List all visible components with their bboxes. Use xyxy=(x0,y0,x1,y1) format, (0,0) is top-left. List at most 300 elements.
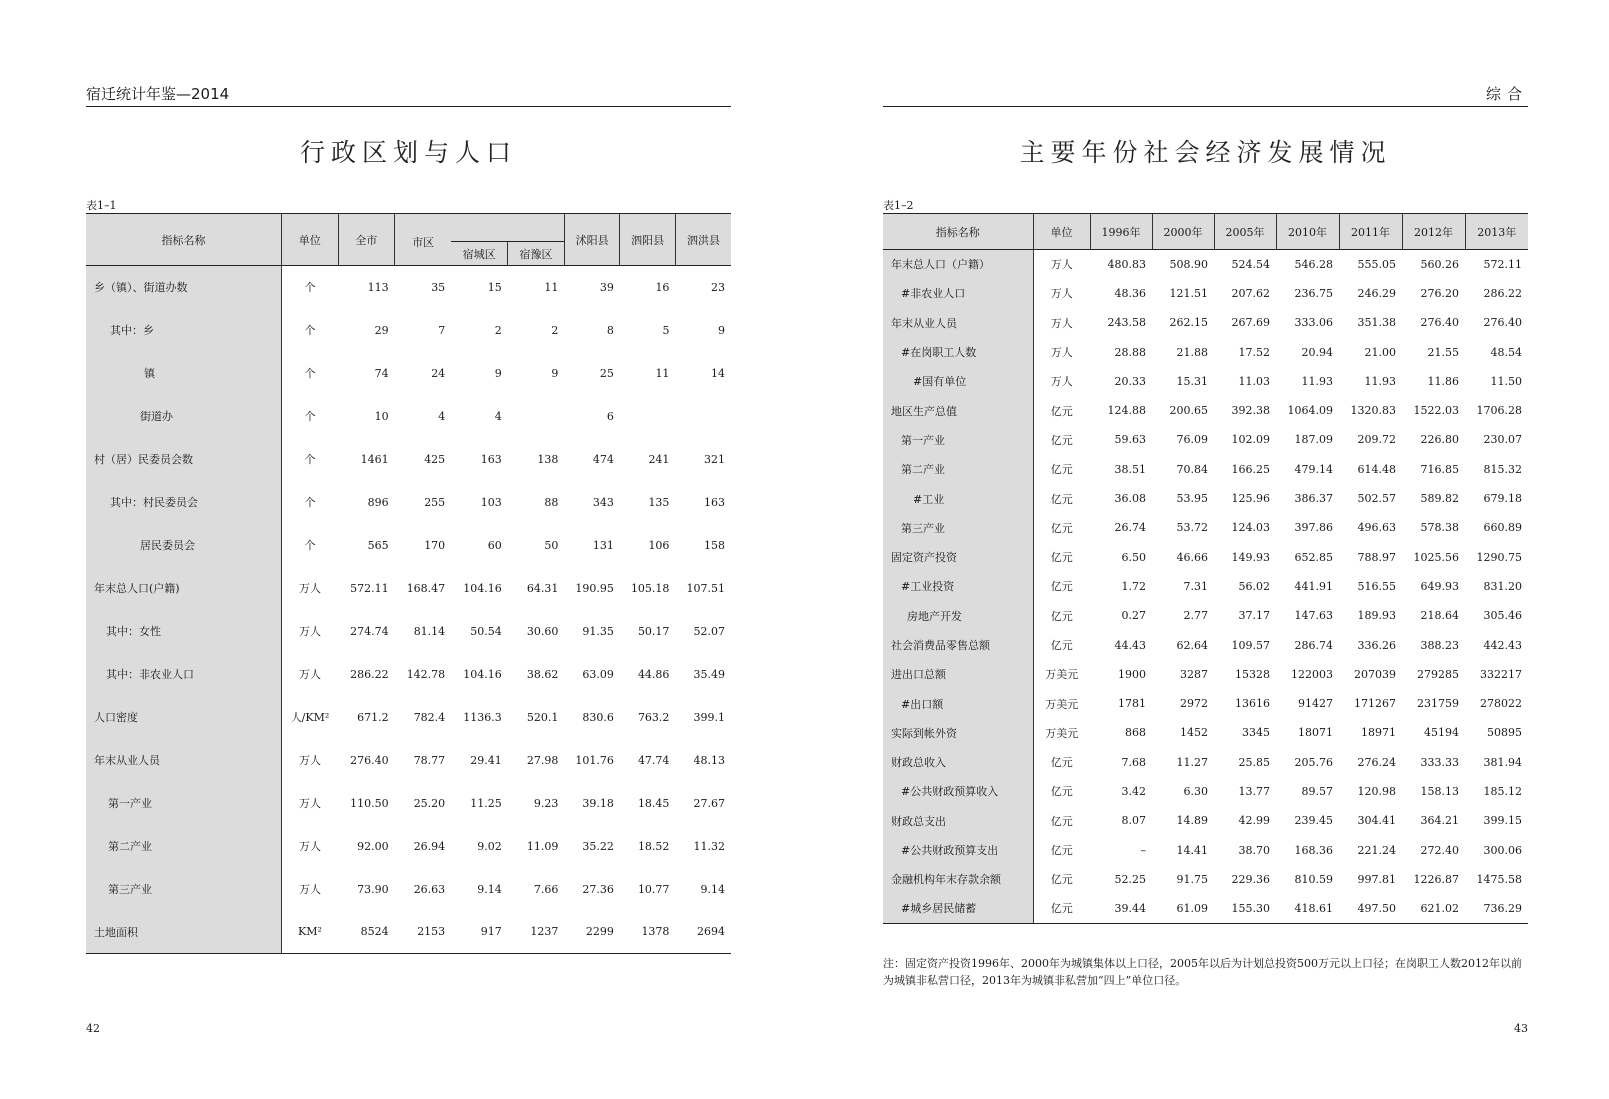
table-cell: 9 xyxy=(494,366,502,380)
table-cell: 53.72 xyxy=(1176,521,1208,535)
col-header-siyang: 泗阳县 xyxy=(620,214,676,266)
table-cell: 274.74 xyxy=(350,624,389,638)
table-cell: 124.03 xyxy=(1231,521,1270,535)
table-cell: 286.22 xyxy=(350,667,389,681)
table-row xyxy=(86,309,731,352)
table-cell: 200.65 xyxy=(1169,404,1208,418)
row-label: 镇 xyxy=(86,352,281,395)
table-cell: 11.93 xyxy=(1364,374,1396,388)
col-header: 指标名称 xyxy=(883,214,1033,250)
table-cell: 104.16 xyxy=(463,581,502,595)
table-cell: 26.94 xyxy=(413,839,446,853)
table-cell: 236.75 xyxy=(1294,286,1333,300)
table-cell: 9 xyxy=(718,323,725,337)
table-cell: 39 xyxy=(599,280,614,294)
table-cell: 716.85 xyxy=(1420,462,1459,476)
table-cell: 14.89 xyxy=(1176,814,1208,828)
table-row xyxy=(883,660,1528,689)
table-cell: 16 xyxy=(655,280,670,294)
table-cell: 11.25 xyxy=(470,796,502,810)
table-cell: 276.20 xyxy=(1420,286,1459,300)
table-cell: 62.64 xyxy=(1176,638,1208,652)
table-cell: 56.02 xyxy=(1238,579,1270,593)
table-cell: 25.20 xyxy=(413,796,446,810)
row-unit: 个 xyxy=(304,281,316,295)
table-cell: 6.50 xyxy=(1121,550,1146,564)
row-unit: 万美元 xyxy=(1045,697,1079,711)
table-cell: 60 xyxy=(487,538,502,552)
table-row xyxy=(883,572,1528,601)
section-title: 综合 xyxy=(1485,85,1528,103)
row-unit: 亿元 xyxy=(1050,609,1073,623)
table-cell: 788.97 xyxy=(1357,550,1396,564)
table-cell: 63.09 xyxy=(582,667,614,681)
page-title-left: 行政区划与人口 xyxy=(299,138,517,167)
table-cell: 4 xyxy=(438,409,446,423)
row-label: 财政总收入 xyxy=(883,748,1033,777)
col-header: 2010年 xyxy=(1276,214,1339,250)
table-row xyxy=(883,250,1528,279)
table-cell: 171267 xyxy=(1354,697,1396,711)
table-cell: 27.36 xyxy=(582,882,614,896)
table-cell: 39.44 xyxy=(1090,894,1152,923)
row-unit: 个 xyxy=(304,539,316,552)
row-label: #出口额 xyxy=(883,689,1033,718)
table-cell: 8524 xyxy=(338,911,395,954)
table-cell: 502.57 xyxy=(1357,492,1396,506)
row-unit: 个 xyxy=(304,496,316,509)
footnote: 注：固定资产投资1996年、2000年为城镇集体以上口径，2005年以后为计划总投资500万元以上口径；在岗职工人数2012年以前为城镇非私营口径，2013年为城镇非私营加“四上”单位口径。 xyxy=(883,957,1522,987)
row-unit: 万美元 xyxy=(1045,668,1079,682)
table-cell: 50.17 xyxy=(637,624,670,638)
table-cell: 6.30 xyxy=(1183,784,1208,798)
row-label: 社会消费品零售总额 xyxy=(883,630,1033,659)
table-cell: 9.14 xyxy=(700,882,725,896)
table-cell: – xyxy=(1140,843,1146,857)
table-cell: 10 xyxy=(374,409,389,423)
table-cell: 110.50 xyxy=(350,796,389,810)
row-label: 年末从业人员 xyxy=(883,308,1033,337)
table-cell: 497.50 xyxy=(1339,894,1402,923)
table-cell: 3.42 xyxy=(1121,784,1146,798)
table-cell: 474 xyxy=(592,452,614,466)
row-unit: 人/KM² xyxy=(290,711,330,724)
table-row xyxy=(86,352,731,395)
col-header-name: 指标名称 xyxy=(86,214,281,266)
row-label: 第二产业 xyxy=(883,455,1033,484)
table-cell: 304.41 xyxy=(1357,814,1396,828)
table-cell: 17.52 xyxy=(1238,345,1270,359)
table-cell: 276.40 xyxy=(1483,316,1522,330)
table-cell: 578.38 xyxy=(1420,521,1459,535)
col-header: 2000年 xyxy=(1152,214,1214,250)
table-cell: 671.2 xyxy=(357,710,389,724)
table-cell: 74 xyxy=(374,366,389,380)
table-row xyxy=(86,825,731,868)
table-cell: 163 xyxy=(480,452,502,466)
table-cell: 92.00 xyxy=(357,839,389,853)
table-cell: 24 xyxy=(431,366,446,380)
table-cell: 25.85 xyxy=(1238,755,1270,769)
table-cell: 226.80 xyxy=(1420,433,1459,447)
table-cell: 11.93 xyxy=(1301,374,1333,388)
table-cell: 246.29 xyxy=(1357,286,1396,300)
table-cell: 64.31 xyxy=(526,581,559,595)
table-cell: 106 xyxy=(648,538,670,552)
table-cell: 36.08 xyxy=(1114,492,1146,506)
row-unit: 亿元 xyxy=(1050,873,1073,887)
table-cell: 679.18 xyxy=(1483,492,1522,506)
table-cell: 18071 xyxy=(1298,726,1333,740)
col-header-urban-spacer xyxy=(451,214,564,242)
table-row xyxy=(883,425,1528,454)
table-cell: 267.69 xyxy=(1231,316,1270,330)
running-head-right xyxy=(883,84,1528,107)
row-label: 其中：村民委员会 xyxy=(86,481,281,524)
table-cell: 300.06 xyxy=(1483,843,1522,857)
table-cell: 76.09 xyxy=(1176,433,1208,447)
table-cell: 276.40 xyxy=(1420,316,1459,330)
table-cell: 1452 xyxy=(1180,726,1208,740)
col-header-suyu: 宿豫区 xyxy=(508,242,565,266)
table-cell: 230.07 xyxy=(1483,433,1522,447)
table-cell xyxy=(620,395,676,438)
table-cell: 520.1 xyxy=(526,710,559,724)
table-cell: 88 xyxy=(544,495,559,509)
table-cell: 13.77 xyxy=(1238,784,1270,798)
table-cell: 52.25 xyxy=(1114,872,1146,886)
table-cell: 3345 xyxy=(1242,726,1270,740)
table-cell: 1461 xyxy=(360,452,389,466)
row-label: 其中：女性 xyxy=(86,610,281,653)
row-unit: 万人 xyxy=(1050,375,1073,389)
table-cell: 388.23 xyxy=(1420,638,1459,652)
table-cell: 35.22 xyxy=(582,839,614,853)
row-unit: 个 xyxy=(304,324,316,337)
table-cell: 101.76 xyxy=(575,753,614,767)
table-cell: 190.95 xyxy=(575,581,614,595)
table-cell: 231759 xyxy=(1417,697,1459,711)
row-label: 年末从业人员 xyxy=(86,739,281,782)
table-cell: 11 xyxy=(655,366,670,380)
table-cell: 13616 xyxy=(1235,697,1270,711)
table-cell: 589.82 xyxy=(1420,492,1459,506)
table-cell: 25 xyxy=(599,366,614,380)
row-unit: 亿元 xyxy=(1050,521,1073,535)
table-cell: 155.30 xyxy=(1214,894,1276,923)
table-cell: 4 xyxy=(494,409,502,423)
yearbook-title: 宿迁统计年鉴—2014 xyxy=(86,85,230,103)
row-unit: 亿元 xyxy=(1050,463,1073,477)
table-cell: 0.27 xyxy=(1121,609,1146,623)
table-cell: 7.31 xyxy=(1183,579,1208,593)
table-cell: 10.77 xyxy=(637,882,670,896)
col-header-sihong: 泗洪县 xyxy=(675,214,731,266)
table-cell: 381.94 xyxy=(1483,755,1522,769)
table-row xyxy=(883,865,1528,894)
table-cell: 868 xyxy=(1125,726,1146,740)
row-label: 实际到帐外资 xyxy=(883,718,1033,747)
table-cell: 9.02 xyxy=(477,839,502,853)
table-cell: 50895 xyxy=(1487,726,1522,740)
table-row xyxy=(883,542,1528,571)
table-cell: 11.32 xyxy=(693,839,725,853)
table-cell: 2153 xyxy=(395,911,452,954)
table-row xyxy=(86,653,731,696)
row-unit: 亿元 xyxy=(1050,433,1073,447)
table-cell: 35 xyxy=(431,280,446,294)
table-cell: 896 xyxy=(367,495,389,509)
table-cell: 89.57 xyxy=(1301,784,1333,798)
table-cell: 418.61 xyxy=(1276,894,1339,923)
table-cell: 135 xyxy=(648,495,670,509)
table-cell: 29 xyxy=(374,323,389,337)
table-cell: 59.63 xyxy=(1114,433,1146,447)
table-cell: 7 xyxy=(438,323,446,337)
row-label: 第一产业 xyxy=(86,782,281,825)
table-cell: 53.95 xyxy=(1176,492,1208,506)
table-cell: 6 xyxy=(606,409,614,423)
table-row xyxy=(86,696,731,739)
row-unit: 亿元 xyxy=(1050,814,1073,828)
table-cell: 104.16 xyxy=(463,667,502,681)
table-row xyxy=(86,524,731,567)
table-cell: 397.86 xyxy=(1294,521,1333,535)
row-unit: 万人 xyxy=(298,797,321,810)
table-cell: 255 xyxy=(424,495,446,509)
table-cell: 91427 xyxy=(1298,697,1333,711)
table-cell: 21.00 xyxy=(1364,345,1396,359)
table-cell: 44.86 xyxy=(637,667,670,681)
table-cell: 1290.75 xyxy=(1476,550,1522,564)
table-cell: 70.84 xyxy=(1176,462,1208,476)
table-cell: 11.86 xyxy=(1427,374,1459,388)
table-cell: 205.76 xyxy=(1294,755,1333,769)
table-row xyxy=(883,279,1528,308)
row-label: #公共财政预算支出 xyxy=(883,835,1033,864)
row-unit: 万人 xyxy=(298,754,321,767)
row-unit: 亿元 xyxy=(1050,551,1073,565)
table-cell: 782.4 xyxy=(413,710,446,724)
table-row xyxy=(883,513,1528,542)
table-cell: 163 xyxy=(704,495,725,509)
table-cell: 44.43 xyxy=(1114,638,1146,652)
table-cell: 2972 xyxy=(1180,697,1208,711)
table-cell: 166.25 xyxy=(1231,462,1270,476)
row-unit: 个 xyxy=(304,453,316,466)
table-cell: 45194 xyxy=(1424,726,1459,740)
table-cell: 42.99 xyxy=(1238,814,1270,828)
row-label: 土地面积 xyxy=(86,911,281,954)
row-label: 街道办 xyxy=(86,395,281,438)
table-cell: 121.51 xyxy=(1169,286,1208,300)
table-cell: 105.18 xyxy=(630,581,670,595)
table-cell: 572.11 xyxy=(1483,257,1522,271)
table-row xyxy=(883,455,1528,484)
table-cell: 276.40 xyxy=(350,753,389,767)
row-label: 第一产业 xyxy=(883,425,1033,454)
table-cell: 37.17 xyxy=(1238,609,1270,623)
row-unit: 万美元 xyxy=(1045,726,1079,740)
table-cell: 109.57 xyxy=(1231,638,1270,652)
admin-division-table xyxy=(86,213,731,954)
table-cell: 1.72 xyxy=(1121,579,1146,593)
row-unit: 亿元 xyxy=(1050,844,1073,858)
table-row xyxy=(883,777,1528,806)
row-label: 固定资产投资 xyxy=(883,542,1033,571)
row-unit: 万人 xyxy=(298,840,321,853)
row-unit: 亿元 xyxy=(1050,756,1073,770)
table-row xyxy=(883,601,1528,630)
table-cell: 1226.87 xyxy=(1413,872,1459,886)
table-cell: 2 xyxy=(551,323,559,337)
col-header-sucheng: 宿城区 xyxy=(451,242,508,266)
table-cell: 1064.09 xyxy=(1287,404,1333,418)
table-cell: 830.6 xyxy=(582,710,614,724)
table-cell: 279285 xyxy=(1417,667,1459,681)
row-label: 进出口总额 xyxy=(883,660,1033,689)
row-label: 村（居）民委员会数 xyxy=(86,438,281,481)
table-cell: 26.63 xyxy=(413,882,446,896)
table-cell: 102.09 xyxy=(1231,433,1270,447)
table-cell: 18971 xyxy=(1361,726,1396,740)
table-cell: 23 xyxy=(711,280,725,294)
col-header-urban: 市区 xyxy=(395,214,452,266)
table-cell: 524.54 xyxy=(1231,257,1270,271)
row-label: 乡（镇）、街道办数 xyxy=(86,266,281,309)
row-label: 房地产开发 xyxy=(883,601,1033,630)
table-cell: 124.88 xyxy=(1107,404,1146,418)
table-cell: 50.54 xyxy=(470,624,502,638)
table-cell: 343 xyxy=(592,495,614,509)
table-cell: 209.72 xyxy=(1357,433,1396,447)
table-row xyxy=(86,395,731,438)
row-label: 其中：乡 xyxy=(86,309,281,352)
table-cell: 5 xyxy=(662,323,670,337)
table-cell: 187.09 xyxy=(1294,433,1333,447)
table-cell: 46.66 xyxy=(1176,550,1208,564)
table-cell: 35.49 xyxy=(693,667,725,681)
table-cell: 399.15 xyxy=(1483,814,1522,828)
table-cell: 47.74 xyxy=(637,753,670,767)
table-number-right: 表1–2 xyxy=(883,199,914,212)
table-cell: 30.60 xyxy=(526,624,559,638)
col-header: 单位 xyxy=(1033,214,1090,250)
table-cell: 48.54 xyxy=(1490,345,1522,359)
table-cell: 20.33 xyxy=(1114,374,1146,388)
table-cell: 272.40 xyxy=(1420,843,1459,857)
table-cell: 48.36 xyxy=(1114,286,1146,300)
table-cell xyxy=(675,395,731,438)
row-label: 第二产业 xyxy=(86,825,281,868)
table-cell: 9 xyxy=(551,366,559,380)
table-cell: 107.51 xyxy=(686,581,725,595)
table-cell: 138 xyxy=(537,452,559,466)
row-label: 人口密度 xyxy=(86,696,281,739)
table-row xyxy=(883,689,1528,718)
table-cell: 479.14 xyxy=(1294,462,1333,476)
table-cell: 28.88 xyxy=(1114,345,1146,359)
table-cell: 1900 xyxy=(1118,667,1146,681)
table-cell: 122003 xyxy=(1291,667,1333,681)
table-cell: 736.29 xyxy=(1465,894,1528,923)
table-cell: 1378 xyxy=(620,911,676,954)
table-cell xyxy=(508,395,565,438)
table-cell: 91.35 xyxy=(582,624,614,638)
row-label: 地区生产总值 xyxy=(883,396,1033,425)
table-cell: 73.90 xyxy=(357,882,389,896)
table-cell: 516.55 xyxy=(1357,579,1396,593)
table-cell: 21.88 xyxy=(1176,345,1208,359)
row-unit: 亿元 xyxy=(1050,492,1073,506)
table-row xyxy=(883,337,1528,366)
table-cell: 15.31 xyxy=(1176,374,1208,388)
table-cell: 262.15 xyxy=(1169,316,1208,330)
row-label: 金融机构年末存款余额 xyxy=(883,865,1033,894)
table-cell: 496.63 xyxy=(1357,521,1396,535)
table-cell: 241 xyxy=(648,452,670,466)
table-cell: 560.26 xyxy=(1420,257,1459,271)
row-unit: 万人 xyxy=(298,668,321,681)
table-cell: 546.28 xyxy=(1294,257,1333,271)
table-cell: 158 xyxy=(704,538,725,552)
table-cell: 425 xyxy=(424,452,446,466)
row-unit: 亿元 xyxy=(1050,785,1073,799)
row-label: #非农业人口 xyxy=(883,279,1033,308)
row-unit: 万人 xyxy=(1050,346,1073,360)
row-unit: 亿元 xyxy=(1050,639,1073,652)
table-cell: 149.93 xyxy=(1231,550,1270,564)
table-cell: 243.58 xyxy=(1107,316,1146,330)
table-cell: 2299 xyxy=(564,911,620,954)
table-cell: 14 xyxy=(711,366,725,380)
table-cell: 614.48 xyxy=(1357,462,1396,476)
table-cell: 1320.83 xyxy=(1350,404,1396,418)
row-unit: 个 xyxy=(304,367,316,380)
table-cell: 392.38 xyxy=(1231,404,1270,418)
table-cell: 3287 xyxy=(1180,667,1208,681)
table-cell: 207039 xyxy=(1354,667,1396,681)
table-cell: 218.64 xyxy=(1420,609,1459,623)
table-cell: 168.47 xyxy=(406,581,446,595)
table-cell: 185.12 xyxy=(1483,784,1522,798)
table-cell: 1781 xyxy=(1118,697,1146,711)
table-cell: 239.45 xyxy=(1294,814,1333,828)
table-cell: 336.26 xyxy=(1357,638,1396,652)
table-row xyxy=(883,484,1528,513)
table-cell: 120.98 xyxy=(1357,784,1396,798)
table-row xyxy=(883,835,1528,864)
table-cell: 15 xyxy=(487,280,502,294)
table-cell: 621.02 xyxy=(1402,894,1465,923)
table-cell: 286.22 xyxy=(1483,286,1522,300)
row-label: 年末总人口(户籍) xyxy=(86,567,281,610)
row-label: #工业 xyxy=(883,484,1033,513)
table-cell: 39.18 xyxy=(582,796,614,810)
row-label: 第三产业 xyxy=(86,868,281,911)
table-cell: 229.36 xyxy=(1231,872,1270,886)
table-cell: 91.75 xyxy=(1176,872,1208,886)
table-row xyxy=(883,894,1528,923)
table-cell: 207.62 xyxy=(1231,286,1270,300)
table-cell: 508.90 xyxy=(1169,257,1208,271)
table-cell: 364.21 xyxy=(1420,814,1459,828)
table-cell: 158.13 xyxy=(1420,784,1459,798)
table-cell: 18.52 xyxy=(637,839,670,853)
table-cell: 11.03 xyxy=(1238,374,1270,388)
table-row xyxy=(86,481,731,524)
table-cell: 27.98 xyxy=(526,753,559,767)
